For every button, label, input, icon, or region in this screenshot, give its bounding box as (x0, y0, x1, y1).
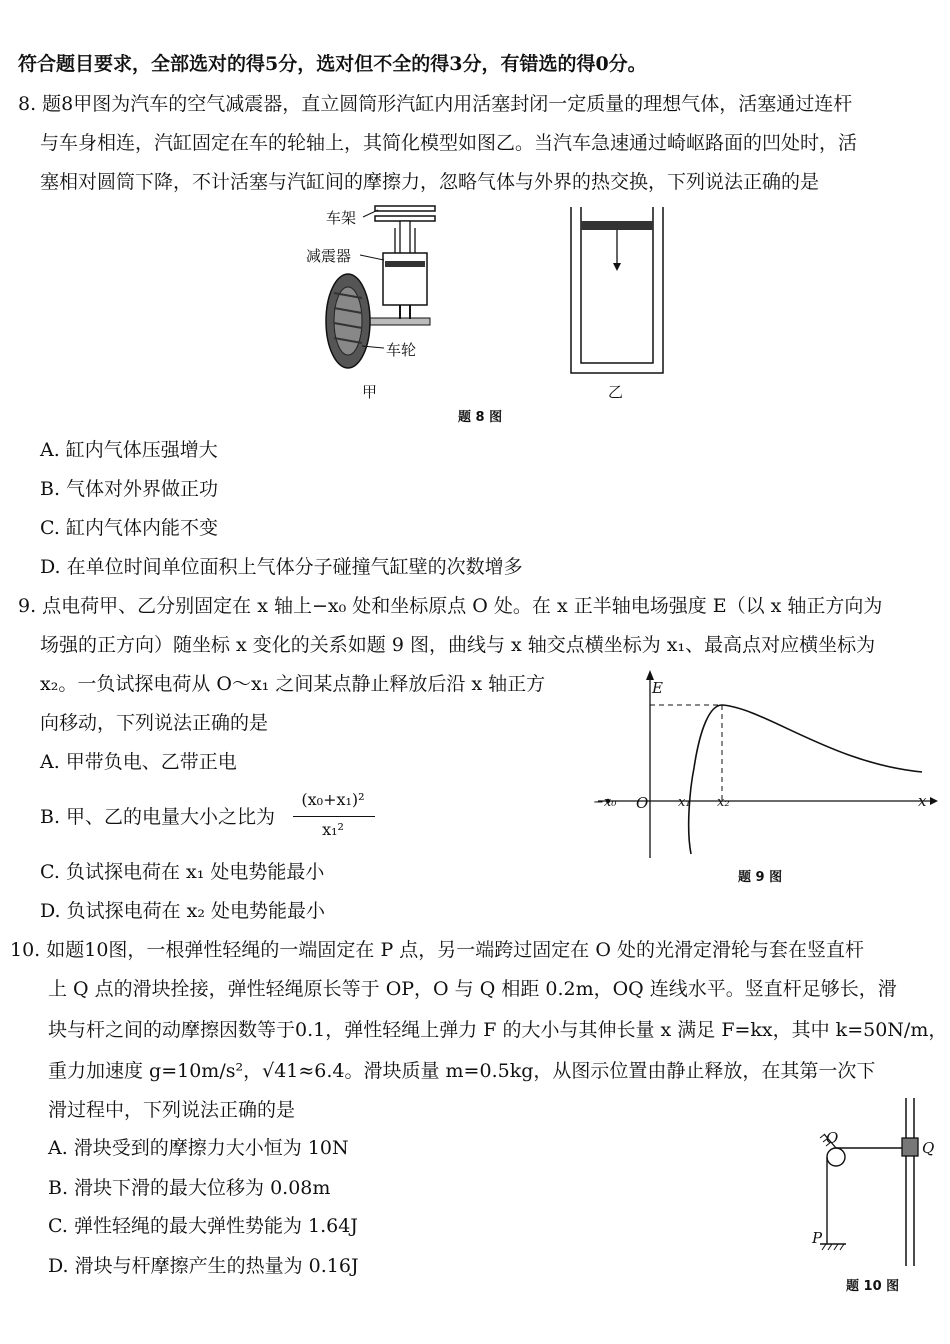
q8-label-shock: 减震器 (306, 247, 352, 265)
q10-label-Q: Q (922, 1139, 935, 1157)
q8-figure-caption: 题 8 图 (458, 410, 503, 425)
q8-figure-jia (300, 198, 440, 408)
q9-figure-caption: 题 9 图 (738, 870, 783, 885)
q10-label-O: O (826, 1129, 839, 1147)
q10-figure-caption: 题 10 图 (846, 1279, 900, 1294)
q9-stem-line3: x₂。一负试探电荷从 O～x₁ 之间某点静止释放后沿 x 轴正方 (40, 673, 546, 695)
q9-stem-line4: 向移动，下列说法正确的是 (40, 712, 269, 734)
slider-block (902, 1138, 918, 1156)
q10-figure (806, 1096, 942, 1274)
pulley (827, 1148, 845, 1166)
q8-option-d: D. 在单位时间单位面积上气体分子碰撞气缸壁的次数增多 (40, 556, 523, 578)
q8-stem-line2: 与车身相连，汽缸固定在车的轮轴上，其简化模型如图乙。当汽车急速通过崎岖路面的凹处时，活 (40, 132, 858, 154)
q9-option-b-numerator: (x₀+x₁)² (301, 790, 365, 809)
q10-label-P: P (812, 1229, 823, 1247)
q8-option-b: B. 气体对外界做正功 (40, 478, 219, 500)
q9-label-neg-x0: −x₀ (593, 795, 617, 810)
q9-label-x1: x₁ (678, 795, 691, 810)
field-curve (689, 705, 922, 854)
q9-label-x2: x₂ (717, 795, 730, 810)
q8-stem-line3: 塞相对圆筒下降，不计活塞与汽缸间的摩擦力，忽略气体与外界的热交换，下列说法正确的是 (40, 171, 820, 193)
q9-option-d: D. 负试探电荷在 x₂ 处电势能最小 (40, 900, 326, 922)
q10-option-c: C. 弹性轻绳的最大弹性势能为 1.64J (48, 1215, 358, 1237)
q9-label-O: O (636, 794, 649, 812)
q9-option-a: A. 甲带负电、乙带正电 (40, 751, 237, 773)
q10-option-d: D. 滑块与杆摩擦产生的热量为 0.16J (48, 1255, 359, 1277)
q10-stem-line5: 滑过程中，下列说法正确的是 (48, 1099, 296, 1121)
q9-label-E: E (652, 679, 663, 697)
q8-option-c: C. 缸内气体内能不变 (40, 517, 218, 539)
q10-option-a: A. 滑块受到的摩擦力大小恒为 10N (48, 1137, 349, 1159)
q8-stem-line1: 8. 题8甲图为汽车的空气减震器，直立圆筒形汽缸内用活塞封闭一定质量的理想气体，活塞通过连杆 (18, 93, 853, 115)
q8-label-wheel: 车轮 (386, 341, 417, 359)
q8-label-yi: 乙 (608, 383, 624, 401)
q9-option-b: B. 甲、乙的电量大小之比为 (40, 806, 276, 828)
q8-figure-yi (568, 207, 668, 377)
q9-graph (590, 668, 940, 868)
q8-label-jia: 甲 (362, 383, 378, 401)
q9-stem-line2: 场强的正方向）随坐标 x 变化的关系如题 9 图，曲线与 x 轴交点横坐标为 x₁、最高点对应横坐标为 (40, 634, 876, 656)
x-axis-arrow (930, 797, 938, 805)
q9-fraction-bar (293, 816, 375, 817)
q9-label-x: x (918, 792, 927, 810)
q8-option-a: A. 缸内气体压强增大 (40, 439, 218, 461)
q10-stem-line2: 上 Q 点的滑块拴接，弹性轻绳原长等于 OP，O 与 Q 相距 0.2m，OQ 连线水平。竖直杆足够长，滑 (48, 978, 897, 1000)
q10-stem-line4: 重力加速度 g=10m/s²，√41≈6.4。滑块质量 m=0.5kg，从图示位置由静止释放，在其第一次下 (48, 1060, 876, 1082)
q10-stem-line3: 块与杆之间的动摩擦因数等于0.1，弹性轻绳上弹力 F 的大小与其伸长量 x 满足 F=kx，其中 k=50N/m， (48, 1019, 948, 1041)
q10-option-b: B. 滑块下滑的最大位移为 0.08m (48, 1177, 331, 1199)
q9-option-c: C. 负试探电荷在 x₁ 处电势能最小 (40, 861, 325, 883)
q10-stem-line1: 10. 如题10图，一根弹性轻绳的一端固定在 P 点，另一端跨过固定在 O 处的光滑定滑轮与套在竖直杆 (10, 939, 864, 961)
instruction-text: 符合题目要求，全部选对的得5分，选对但不全的得3分，有错选的得0分。 (18, 53, 647, 75)
q8-label-frame: 车架 (326, 209, 357, 227)
q9-option-b-denominator: x₁² (322, 820, 344, 839)
q9-stem-line1: 9. 点电荷甲、乙分别固定在 x 轴上−x₀ 处和坐标原点 O 处。在 x 正半轴电场强度 E（以 x 轴正方向为 (18, 595, 883, 617)
